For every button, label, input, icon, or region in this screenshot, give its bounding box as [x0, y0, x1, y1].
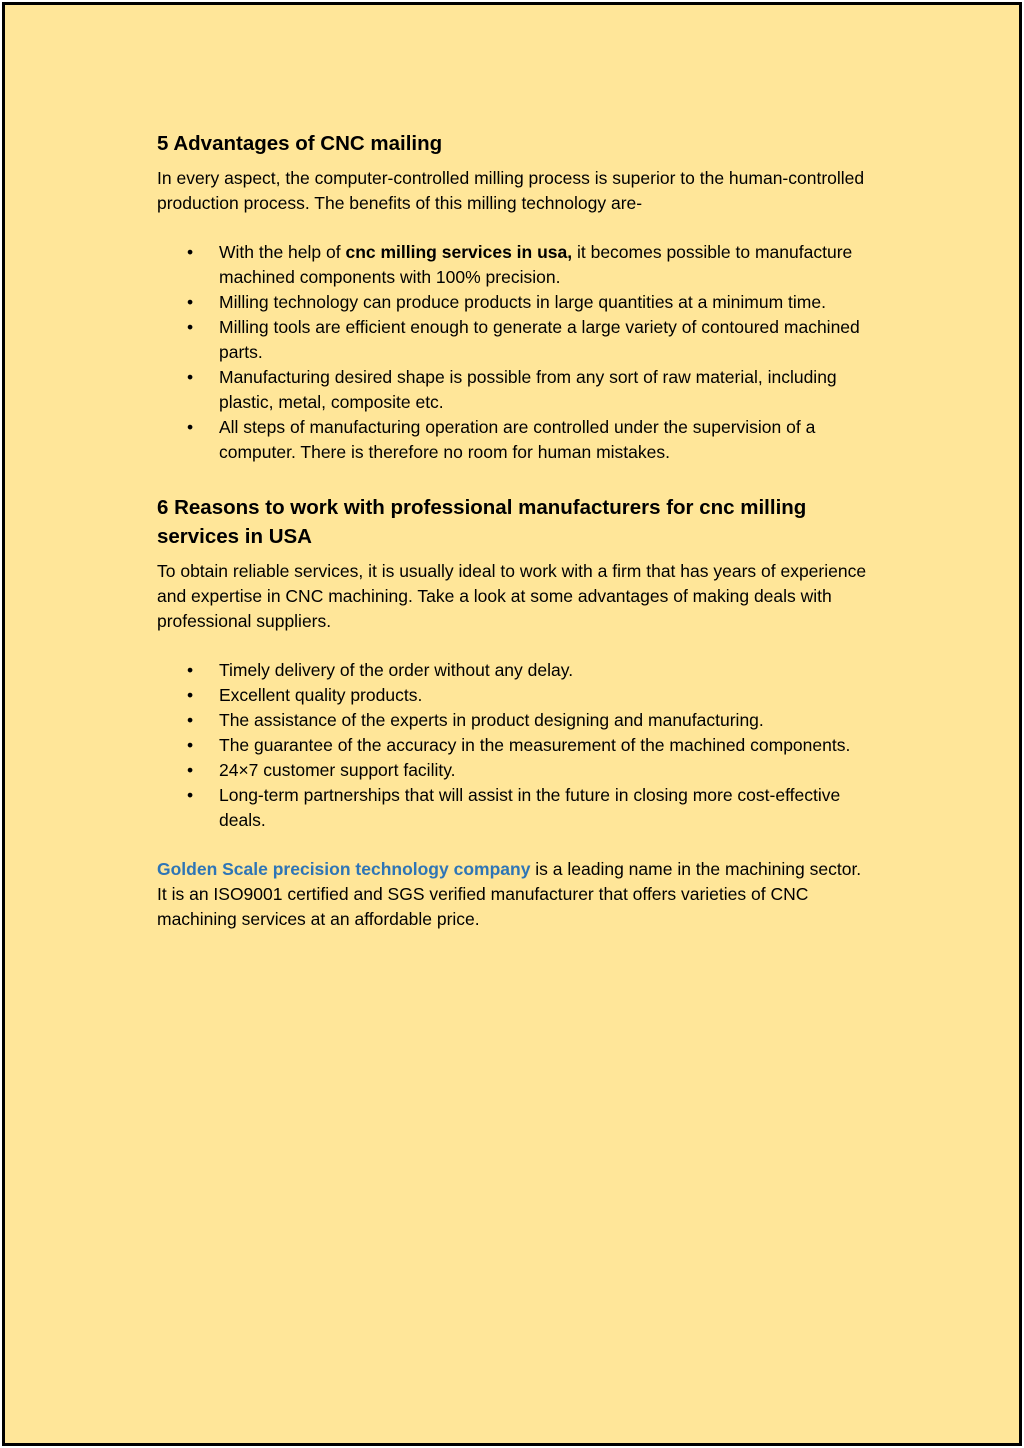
page [2, 2, 1022, 1446]
list-item-text: The guarantee of the accuracy in the measurement of the machined components. [219, 735, 851, 755]
list-item-text: 24×7 customer support facility. [219, 760, 456, 780]
list-item [187, 415, 867, 465]
list-item [187, 240, 867, 290]
closing-paragraph [157, 857, 867, 932]
list-item-text: The assistance of the experts in product designing and manufacturing. [219, 710, 764, 730]
bullet-icon: • [187, 785, 194, 805]
bullet-icon: • [187, 710, 194, 730]
list-item [187, 315, 867, 365]
advantages-list [157, 240, 867, 465]
document-content [157, 129, 867, 932]
bullet-icon: • [187, 760, 194, 780]
list-item [187, 708, 867, 733]
section-reasons [157, 493, 867, 833]
bullet-icon: • [187, 735, 194, 755]
list-item-text: Long-term partnerships that will assist in the future in closing more cost-effective deals. [219, 785, 841, 830]
list-item [187, 683, 867, 708]
list-item-text: Timely delivery of the order without any delay. [219, 660, 574, 680]
bullet-icon: • [187, 367, 194, 387]
list-item-text: Excellent quality products. [219, 685, 423, 705]
list-item [187, 290, 867, 315]
list-item [187, 658, 867, 683]
section-heading-reasons: 6 Reasons to work with professional manufacturers for cnc milling services in USA [157, 496, 807, 548]
list-item [187, 783, 867, 833]
bullet-icon: • [187, 685, 194, 705]
list-item-text-prefix: With the help of [219, 242, 346, 262]
section-intro-reasons: To obtain reliable services, it is usually ideal to work with a firm that has years of experience and expertise in CNC machining. Take a look at some advantages of making deals with professional suppliers. [157, 561, 867, 631]
list-item [187, 733, 867, 758]
list-item-text-suffix: it becomes possible to manufacture machined components with 100% precision. [219, 242, 853, 287]
list-item-text: Manufacturing desired shape is possible from any sort of raw material, including plastic, metal, composite etc. [219, 367, 837, 412]
list-item-bold-text: cnc milling services in usa, [345, 242, 573, 262]
section-intro-advantages: In every aspect, the computer-controlled milling process is superior to the human-controlled production process. The benefits of this milling technology are- [157, 168, 865, 213]
list-item-text: Milling technology can produce products in large quantities at a minimum time. [219, 292, 826, 312]
list-item [187, 365, 867, 415]
bullet-icon: • [187, 292, 194, 312]
bullet-icon: • [187, 242, 194, 262]
closing-text: is a leading name in the machining sector. It is an ISO9001 certified and SGS verified manufacturer that offers varieties of CNC machining services at an affordable price. [157, 859, 862, 929]
section-heading-advantages: 5 Advantages of CNC mailing [157, 132, 443, 155]
reasons-list [157, 658, 867, 833]
list-item-text: Milling tools are efficient enough to generate a large variety of contoured machined parts. [219, 317, 860, 362]
bullet-icon: • [187, 317, 194, 337]
list-item [187, 758, 867, 783]
bullet-icon: • [187, 417, 194, 437]
bullet-icon: • [187, 660, 194, 680]
list-item-text: All steps of manufacturing operation are controlled under the supervision of a computer. There is therefore no room for human mistakes. [219, 417, 816, 462]
company-link[interactable]: Golden Scale precision technology company [157, 859, 531, 879]
